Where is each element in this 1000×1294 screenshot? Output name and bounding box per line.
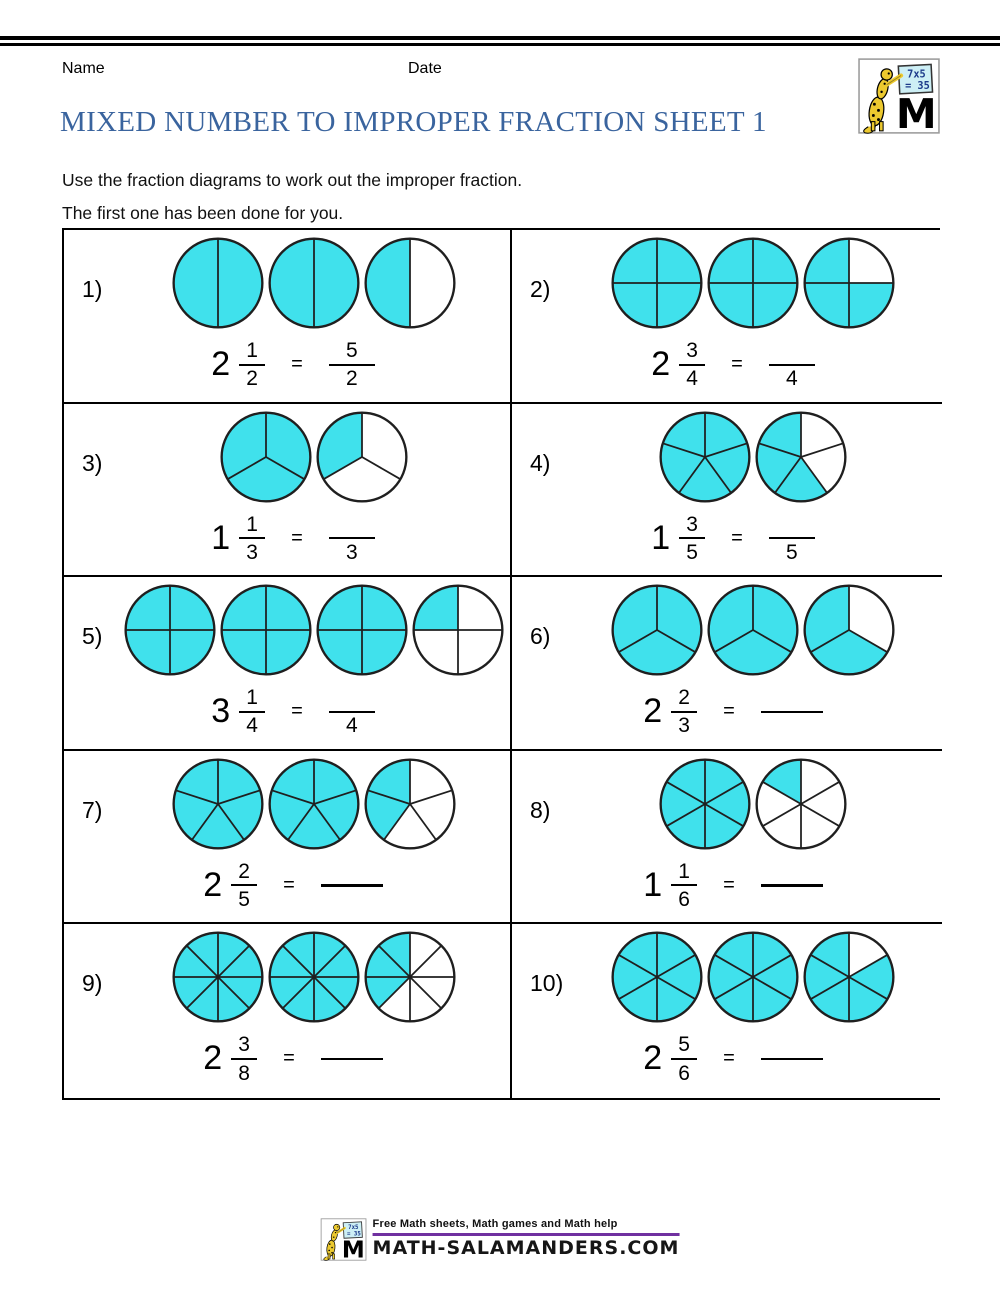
mixed-number-fraction bbox=[671, 1034, 697, 1083]
fraction-bar bbox=[239, 364, 265, 366]
fraction-denominator: 2 bbox=[345, 367, 358, 391]
mixed-number-equation bbox=[64, 861, 510, 910]
answer-fraction bbox=[329, 687, 375, 736]
fraction-numerator: 1 bbox=[246, 339, 258, 362]
fraction-bar bbox=[329, 711, 375, 713]
problems-table bbox=[62, 228, 940, 1100]
fraction-circle bbox=[363, 757, 457, 851]
equals-sign: = bbox=[291, 700, 303, 723]
fraction-bar bbox=[671, 884, 697, 886]
fraction-circle bbox=[363, 236, 457, 330]
equals-sign: = bbox=[291, 526, 303, 549]
fraction-denominator: 8 bbox=[238, 1061, 250, 1085]
fraction-denominator: 2 bbox=[246, 367, 258, 391]
answer-fraction bbox=[329, 340, 375, 389]
mixed-number-equation bbox=[512, 514, 942, 563]
fraction-circles-row bbox=[658, 410, 848, 504]
fraction-denominator: 4 bbox=[785, 367, 798, 391]
fraction-denominator: 5 bbox=[785, 540, 798, 564]
fraction-numerator: 3 bbox=[238, 1033, 250, 1057]
problem-cell bbox=[512, 577, 942, 751]
equals-sign: = bbox=[723, 700, 735, 723]
problem-cell bbox=[512, 751, 942, 925]
equals-sign: = bbox=[723, 873, 735, 896]
fraction-circle bbox=[267, 236, 361, 330]
mixed-number-whole: 1 bbox=[651, 518, 671, 557]
mixed-number-equation bbox=[512, 861, 942, 910]
fraction-circle bbox=[706, 583, 800, 677]
mixed-number-fraction bbox=[671, 687, 697, 736]
name-label: Name bbox=[62, 60, 105, 77]
fraction-bar bbox=[769, 364, 815, 366]
answer-fraction bbox=[769, 340, 815, 389]
fraction-denominator: 3 bbox=[678, 714, 690, 738]
mixed-number-equation bbox=[512, 340, 942, 389]
fraction-bar bbox=[231, 1058, 257, 1060]
fraction-circle bbox=[267, 930, 361, 1024]
fraction-denominator: 5 bbox=[686, 540, 698, 564]
fraction-circle bbox=[219, 583, 313, 677]
fraction-bar bbox=[329, 537, 375, 539]
fraction-circle bbox=[171, 757, 265, 851]
fraction-denominator: 4 bbox=[246, 714, 258, 738]
problem-number: 5) bbox=[82, 623, 103, 650]
answer-blank-line bbox=[761, 711, 823, 714]
fraction-bar bbox=[679, 537, 705, 539]
fraction-circle bbox=[219, 410, 313, 504]
mixed-number-equation bbox=[64, 340, 510, 389]
equals-sign: = bbox=[283, 873, 295, 896]
problem-cell bbox=[64, 404, 512, 578]
salamander-blackboard-icon bbox=[858, 58, 940, 134]
fraction-denominator: 6 bbox=[678, 1061, 690, 1085]
mixed-number-whole: 2 bbox=[203, 1039, 223, 1078]
fraction-numerator bbox=[332, 687, 372, 708]
fraction-circles-row bbox=[610, 583, 896, 677]
fraction-circle bbox=[610, 236, 704, 330]
fraction-circles-row bbox=[171, 930, 457, 1024]
fraction-circle bbox=[706, 236, 800, 330]
equals-sign: = bbox=[731, 526, 743, 549]
answer-blank-line bbox=[321, 1058, 383, 1061]
problem-number: 3) bbox=[82, 449, 103, 476]
answer-blank-line bbox=[761, 884, 823, 887]
fraction-circle bbox=[315, 410, 409, 504]
mixed-number-whole: 1 bbox=[211, 518, 231, 557]
instruction-line-1: Use the fraction diagrams to work out the improper fraction. bbox=[62, 169, 523, 190]
equals-sign: = bbox=[283, 1047, 295, 1070]
mixed-number-whole: 2 bbox=[643, 1039, 663, 1078]
mixed-number-fraction bbox=[239, 340, 265, 389]
fraction-denominator: 3 bbox=[246, 540, 258, 564]
fraction-circles-row bbox=[610, 930, 896, 1024]
mixed-number-equation bbox=[64, 514, 510, 563]
fraction-circle bbox=[802, 236, 896, 330]
fraction-circle bbox=[610, 930, 704, 1024]
fraction-circles-row bbox=[658, 757, 848, 851]
equals-sign: = bbox=[291, 353, 303, 376]
fraction-circle bbox=[171, 236, 265, 330]
footer bbox=[321, 1218, 680, 1261]
fraction-circle bbox=[610, 583, 704, 677]
fraction-bar bbox=[329, 364, 375, 366]
problem-cell bbox=[64, 924, 512, 1098]
mixed-number-fraction bbox=[671, 861, 697, 910]
mixed-number-whole: 2 bbox=[643, 692, 663, 731]
problem-number: 2) bbox=[530, 276, 551, 302]
fraction-circle bbox=[363, 930, 457, 1024]
fraction-circles-row bbox=[171, 236, 457, 330]
fraction-numerator bbox=[772, 514, 812, 535]
problem-number: 4) bbox=[530, 449, 551, 476]
problem-cell bbox=[64, 577, 512, 751]
fraction-circle bbox=[171, 930, 265, 1024]
fraction-bar bbox=[769, 537, 815, 539]
problem-cell bbox=[512, 230, 942, 404]
math-salamanders-logo bbox=[858, 58, 940, 139]
mixed-number-equation bbox=[64, 1034, 510, 1083]
fraction-numerator: 1 bbox=[246, 686, 258, 710]
fraction-circle bbox=[658, 410, 752, 504]
answer-fraction bbox=[329, 514, 375, 563]
answer-fraction bbox=[769, 514, 815, 563]
fraction-numerator: 5 bbox=[345, 339, 358, 362]
mixed-number-whole: 2 bbox=[651, 345, 671, 384]
fraction-numerator: 3 bbox=[686, 512, 698, 536]
mixed-number-fraction bbox=[231, 1034, 257, 1083]
fraction-bar bbox=[239, 537, 265, 539]
fraction-numerator bbox=[332, 514, 372, 535]
answer-blank-line bbox=[761, 1058, 823, 1061]
mixed-number-whole: 2 bbox=[203, 865, 223, 904]
fraction-circle bbox=[658, 757, 752, 851]
fraction-numerator: 2 bbox=[678, 686, 690, 710]
fraction-circle bbox=[754, 410, 848, 504]
footer-site-name: MATH-SALAMANDERS.COM bbox=[372, 1237, 680, 1259]
mixed-number-whole: 3 bbox=[211, 692, 231, 731]
equals-sign: = bbox=[723, 1047, 735, 1070]
problem-number: 1) bbox=[82, 276, 103, 302]
mixed-number-whole: 1 bbox=[643, 865, 663, 904]
fraction-numerator bbox=[772, 340, 812, 361]
mixed-number-equation bbox=[64, 687, 510, 736]
problem-number: 7) bbox=[82, 796, 103, 823]
problem-cell bbox=[64, 230, 512, 404]
footer-text-block bbox=[373, 1218, 680, 1259]
fraction-bar bbox=[239, 711, 265, 713]
fraction-circles-row bbox=[610, 236, 896, 330]
fraction-numerator: 1 bbox=[678, 859, 690, 883]
equals-sign: = bbox=[731, 353, 743, 376]
fraction-denominator: 5 bbox=[238, 887, 250, 911]
date-label: Date bbox=[408, 60, 442, 77]
footer-tagline: Free Math sheets, Math games and Math help bbox=[372, 1218, 618, 1230]
fraction-circle bbox=[123, 583, 217, 677]
problem-cell bbox=[512, 404, 942, 578]
fraction-circle bbox=[411, 583, 505, 677]
fraction-circle bbox=[802, 930, 896, 1024]
fraction-bar bbox=[231, 884, 257, 886]
answer-blank-line bbox=[321, 884, 383, 887]
fraction-denominator: 4 bbox=[686, 367, 698, 391]
fraction-numerator: 3 bbox=[686, 339, 698, 362]
mixed-number-fraction bbox=[239, 514, 265, 563]
fraction-circle bbox=[267, 757, 361, 851]
fraction-circle bbox=[706, 930, 800, 1024]
instruction-line-2: The first one has been done for you. bbox=[62, 202, 344, 223]
fraction-denominator: 3 bbox=[345, 540, 358, 564]
problem-cell bbox=[64, 751, 512, 925]
mixed-number-fraction bbox=[231, 861, 257, 910]
fraction-circles-row bbox=[219, 410, 409, 504]
footer-salamander-icon bbox=[321, 1218, 367, 1261]
fraction-circle bbox=[315, 583, 409, 677]
fraction-bar bbox=[671, 1058, 697, 1060]
footer-divider bbox=[373, 1233, 680, 1236]
fraction-circle bbox=[754, 757, 848, 851]
mixed-number-equation bbox=[512, 1034, 942, 1083]
fraction-circle bbox=[802, 583, 896, 677]
fraction-denominator: 6 bbox=[678, 887, 690, 911]
fraction-circles-row bbox=[171, 757, 457, 851]
mixed-number-equation bbox=[512, 687, 942, 736]
mixed-number-whole: 2 bbox=[211, 345, 231, 384]
fraction-denominator: 4 bbox=[345, 714, 358, 738]
fraction-bar bbox=[671, 711, 697, 713]
problem-number: 6) bbox=[530, 623, 551, 650]
top-border-rule bbox=[0, 36, 1000, 46]
mixed-number-fraction bbox=[679, 340, 705, 389]
problem-number: 10) bbox=[530, 970, 564, 997]
fraction-numerator: 1 bbox=[246, 512, 258, 536]
mixed-number-fraction bbox=[239, 687, 265, 736]
problem-number: 8) bbox=[530, 796, 551, 823]
page-title: MIXED NUMBER TO IMPROPER FRACTION SHEET 1 bbox=[60, 106, 767, 138]
fraction-bar bbox=[679, 364, 705, 366]
fraction-numerator: 2 bbox=[238, 859, 250, 883]
problem-cell bbox=[512, 924, 942, 1098]
problem-number: 9) bbox=[82, 970, 103, 997]
fraction-numerator: 5 bbox=[678, 1033, 690, 1057]
fraction-circles-row bbox=[123, 583, 505, 677]
mixed-number-fraction bbox=[679, 514, 705, 563]
